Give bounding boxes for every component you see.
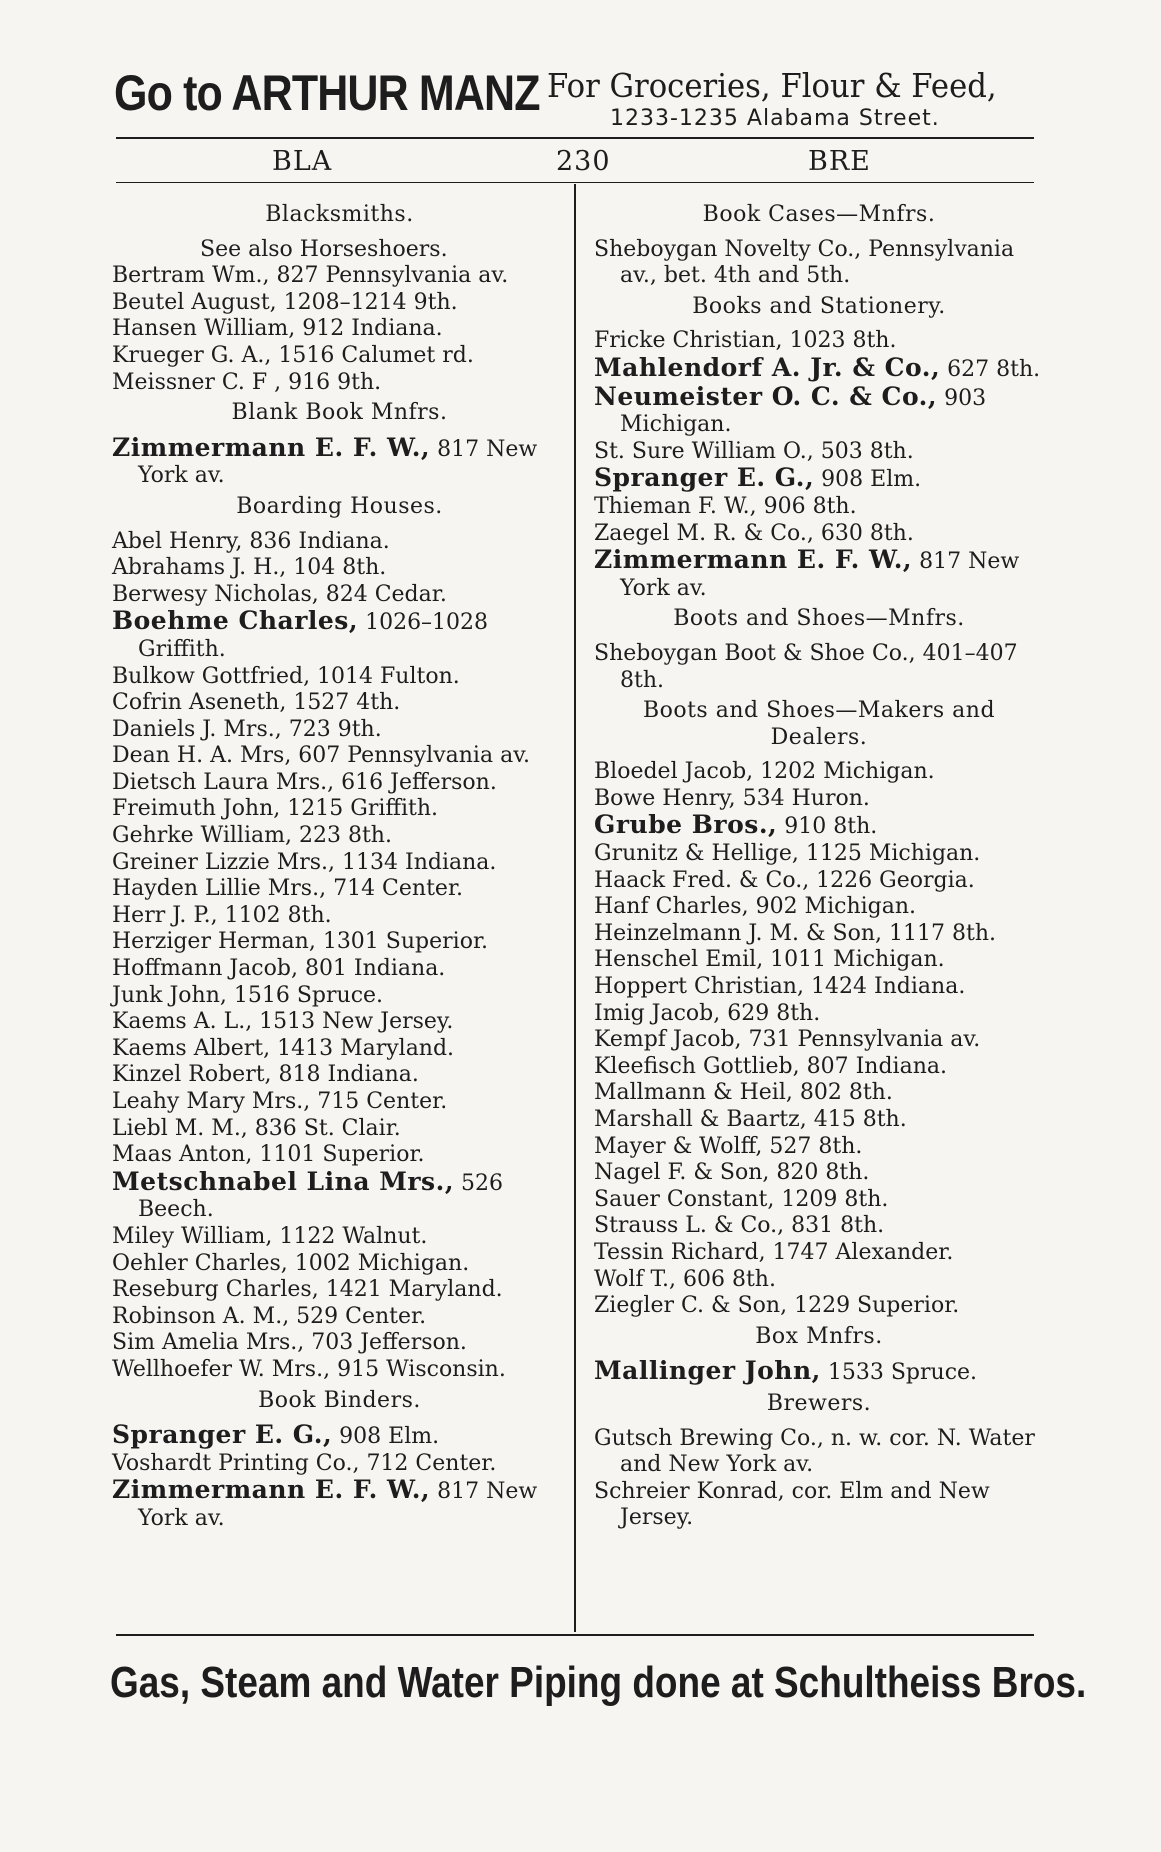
directory-entry: Hansen William, 912 Indiana. — [112, 316, 443, 342]
entry-address: 1533 Spruce. — [820, 1360, 978, 1386]
directory-entry: Berwesy Nicholas, 824 Cedar. — [112, 581, 447, 607]
entry-name: Mahlendorf A. Jr. & Co., — [594, 352, 941, 382]
directory-entry: Voshardt Printing Co., 712 Center. — [112, 1450, 497, 1476]
directory-entry: Mallmann & Heil, 802 8th. — [594, 1080, 893, 1106]
section-heading: Books and Stationery. — [692, 293, 946, 319]
directory-entry: Liebl M. M., 836 St. Clair. — [112, 1115, 401, 1141]
directory-entry: Mayer & Wolff, 527 8th. — [594, 1133, 863, 1159]
directory-entry: Daniels J. Mrs., 723 9th. — [112, 716, 382, 742]
entry-address: 908 Elm. — [814, 467, 922, 493]
directory-entry-bold — [594, 352, 1044, 384]
directory-entry: Gutsch Brewing Co., n. w. cor. N. Water and New York av. — [594, 1425, 1035, 1478]
directory-entry: Kempf Jacob, 731 Pennsylvania av. — [594, 1027, 981, 1053]
directory-entry: Bertram Wm., 827 Pennsylvania av. — [112, 263, 509, 289]
directory-entry: Miley William, 1122 Walnut. — [112, 1223, 428, 1249]
directory-entry: Zaegel M. R. & Co., 630 8th. — [594, 520, 914, 546]
section-heading: Book Cases—Mnfrs. — [702, 202, 936, 227]
directory-entry-bold — [112, 1166, 567, 1224]
directory-entry: Hoppert Christian, 1424 Indiana. — [594, 974, 966, 1000]
entry-address: 908 Elm. — [332, 1424, 440, 1450]
entry-name: Zimmermann E. F. W., — [112, 1475, 431, 1505]
header-rule — [116, 182, 1034, 183]
right-column — [594, 198, 1044, 1532]
directory-entry-bold — [112, 1477, 567, 1532]
directory-entry: Hoffmann Jacob, 801 Indiana. — [112, 956, 446, 982]
section-heading: Boots and Shoes—Mnfrs. — [673, 606, 965, 632]
directory-entry: Bulkow Gottfried, 1014 Fulton. — [112, 663, 460, 689]
directory-entry: Sheboygan Novelty Co., Pennsylvania av., bet. 4th and 5th. — [594, 236, 1015, 289]
directory-entry: Haack Fred. & Co., 1226 Georgia. — [594, 867, 975, 893]
entry-name: Spranger E. G., — [112, 1420, 333, 1450]
directory-entry: Dean H. A. Mrs, 607 Pennsylvania av. — [112, 743, 530, 769]
directory-entry: Tessin Richard, 1747 Alexander. — [594, 1239, 954, 1265]
bottom-rule — [116, 1634, 1034, 1636]
left-column — [112, 198, 567, 1533]
entry-address: 1026–1028 Griffith. — [138, 610, 489, 662]
directory-entry: Bowe Henry, 534 Huron. — [594, 785, 870, 811]
entry-address: 627 8th. — [940, 356, 1041, 382]
directory-entry: Imig Jacob, 629 8th. — [594, 1000, 821, 1026]
directory-entry: Heinzelmann J. M. & Son, 1117 8th. — [594, 920, 997, 946]
header-left-key: BLA — [272, 146, 333, 177]
directory-entry: Wolf T., 606 8th. — [594, 1266, 776, 1292]
entry-name: Metschnabel Lina Mrs., — [112, 1166, 455, 1196]
directory-entry: Kleefisch Gottlieb, 807 Indiana. — [594, 1053, 947, 1079]
directory-entry: Abrahams J. H., 104 8th. — [112, 555, 387, 581]
entry-address: 910 8th. — [777, 814, 878, 840]
directory-entry: Schreier Konrad, cor. Elm and New Jersey. — [594, 1478, 990, 1531]
entry-name: Grube Bros., — [594, 810, 778, 840]
directory-entry: Wellhoefer W. Mrs., 915 Wisconsin. — [112, 1356, 506, 1382]
directory-entry-bold — [112, 1422, 567, 1451]
directory-entry: Leahy Mary Mrs., 715 Center. — [112, 1089, 448, 1114]
directory-entry: Sim Amelia Mrs., 703 Jefferson. — [112, 1330, 467, 1356]
page-number: 230 — [556, 146, 611, 177]
section-heading: Blank Book Mnfrs. — [231, 400, 448, 426]
entry-name: Neumeister O. C. & Co., — [594, 381, 938, 411]
directory-entry: Beutel August, 1208–1214 9th. — [112, 289, 458, 315]
directory-entry: Gehrke William, 223 8th. — [112, 823, 392, 849]
section-heading: Boarding Houses. — [236, 493, 443, 519]
directory-entry: Sauer Constant, 1209 8th. — [594, 1186, 889, 1212]
entry-address: 526 Beech. — [138, 1170, 504, 1223]
entry-name: Zimmermann E. F. W., — [594, 545, 913, 575]
directory-entry: Marshall & Baartz, 415 8th. — [594, 1107, 907, 1132]
entry-address: 817 New York av. — [138, 1479, 538, 1531]
directory-entry: Hanf Charles, 902 Michigan. — [594, 894, 917, 920]
section-heading: Brewers. — [766, 1390, 872, 1416]
directory-entry: Meissner C. F , 916 9th. — [112, 369, 382, 395]
section-heading: Blacksmiths. — [265, 202, 414, 227]
entry-name: Mallinger John, — [594, 1356, 821, 1386]
directory-entry: Sheboygan Boot & Shoe Co., 401–407 8th. — [594, 640, 1018, 693]
directory-entry: Oehler Charles, 1002 Michigan. — [112, 1250, 470, 1276]
directory-entry: Greiner Lizzie Mrs., 1134 Indiana. — [112, 849, 497, 875]
section-heading: Book Binders. — [258, 1387, 421, 1413]
directory-entry: Freimuth John, 1215 Griffith. — [112, 796, 439, 822]
entry-name: Zimmermann E. F. W., — [112, 432, 431, 462]
directory-entry-bold — [594, 465, 1044, 494]
top-ad-left-text: Go to ARTHUR MANZ — [114, 65, 540, 121]
top-advertisement — [92, 62, 1082, 134]
directory-entry: Dietsch Laura Mrs., 616 Jefferson. — [112, 769, 497, 795]
directory-entry: Herziger Herman, 1301 Superior. — [112, 929, 489, 955]
directory-entry-bold — [594, 1358, 1044, 1387]
directory-entry-bold — [594, 812, 1044, 841]
directory-entry: Fricke Christian, 1023 8th. — [594, 328, 897, 354]
bottom-advertisement: Gas, Steam and Water Piping done at Schultheiss Bros. — [110, 1658, 1087, 1707]
entry-address: 817 New York av. — [138, 436, 538, 489]
entry-address: 817 New York av. — [620, 549, 1020, 601]
directory-entry: St. Sure William O., 503 8th. — [594, 438, 914, 464]
directory-entry: Grunitz & Hellige, 1125 Michigan. — [594, 841, 981, 867]
directory-entry: Thieman F. W., 906 8th. — [594, 493, 857, 519]
directory-entry: Bloedel Jacob, 1202 Michigan. — [594, 759, 935, 785]
directory-entry: Abel Henry, 836 Indiana. — [112, 528, 390, 554]
directory-entry: Krueger G. A., 1516 Calumet rd. — [112, 342, 474, 368]
directory-entry: Hayden Lillie Mrs., 714 Center. — [112, 876, 464, 902]
directory-entry: Henschel Emil, 1011 Michigan. — [594, 947, 945, 973]
directory-entry: Junk John, 1516 Spruce. — [112, 982, 384, 1008]
directory-entry-bold — [594, 547, 1044, 602]
column-divider — [574, 184, 576, 1632]
header-right-key: BRE — [808, 146, 871, 177]
directory-entry: Ziegler C. & Son, 1229 Superior. — [594, 1293, 960, 1319]
section-heading: Boots and Shoes—Makers and Dealers. — [642, 698, 996, 750]
directory-entry: Strauss L. & Co., 831 8th. — [594, 1213, 885, 1239]
directory-entry: Kaems A. L., 1513 New Jersey. — [112, 1009, 454, 1035]
directory-entry: Reseburg Charles, 1421 Maryland. — [112, 1277, 503, 1303]
directory-entry-bold — [112, 608, 567, 663]
entry-address: 903 Michigan. — [620, 385, 987, 438]
directory-entry: Cofrin Aseneth, 1527 4th. — [112, 690, 401, 716]
directory-entry: Kinzel Robert, 818 Indiana. — [112, 1062, 419, 1088]
section-heading: Box Mnfrs. — [755, 1323, 883, 1349]
top-ad-right-text: For Groceries, Flour & Feed, — [547, 66, 997, 105]
directory-entry-bold — [594, 381, 1044, 439]
directory-entry: Robinson A. M., 529 Center. — [112, 1303, 427, 1329]
directory-entry: Maas Anton, 1101 Superior. — [112, 1142, 425, 1168]
see-also-note: See also Horseshoers. — [200, 236, 448, 262]
entry-name: Spranger E. G., — [594, 463, 815, 493]
directory-entry: Herr J. P., 1102 8th. — [112, 902, 332, 928]
top-rule — [116, 137, 1034, 139]
top-ad-address: 1233-1235 Alabama Street. — [610, 106, 940, 131]
directory-entry: Nagel F. & Son, 820 8th. — [594, 1160, 870, 1186]
entry-name: Boehme Charles, — [112, 606, 359, 636]
directory-entry-bold — [112, 432, 567, 490]
directory-entry: Kaems Albert, 1413 Maryland. — [112, 1035, 455, 1061]
